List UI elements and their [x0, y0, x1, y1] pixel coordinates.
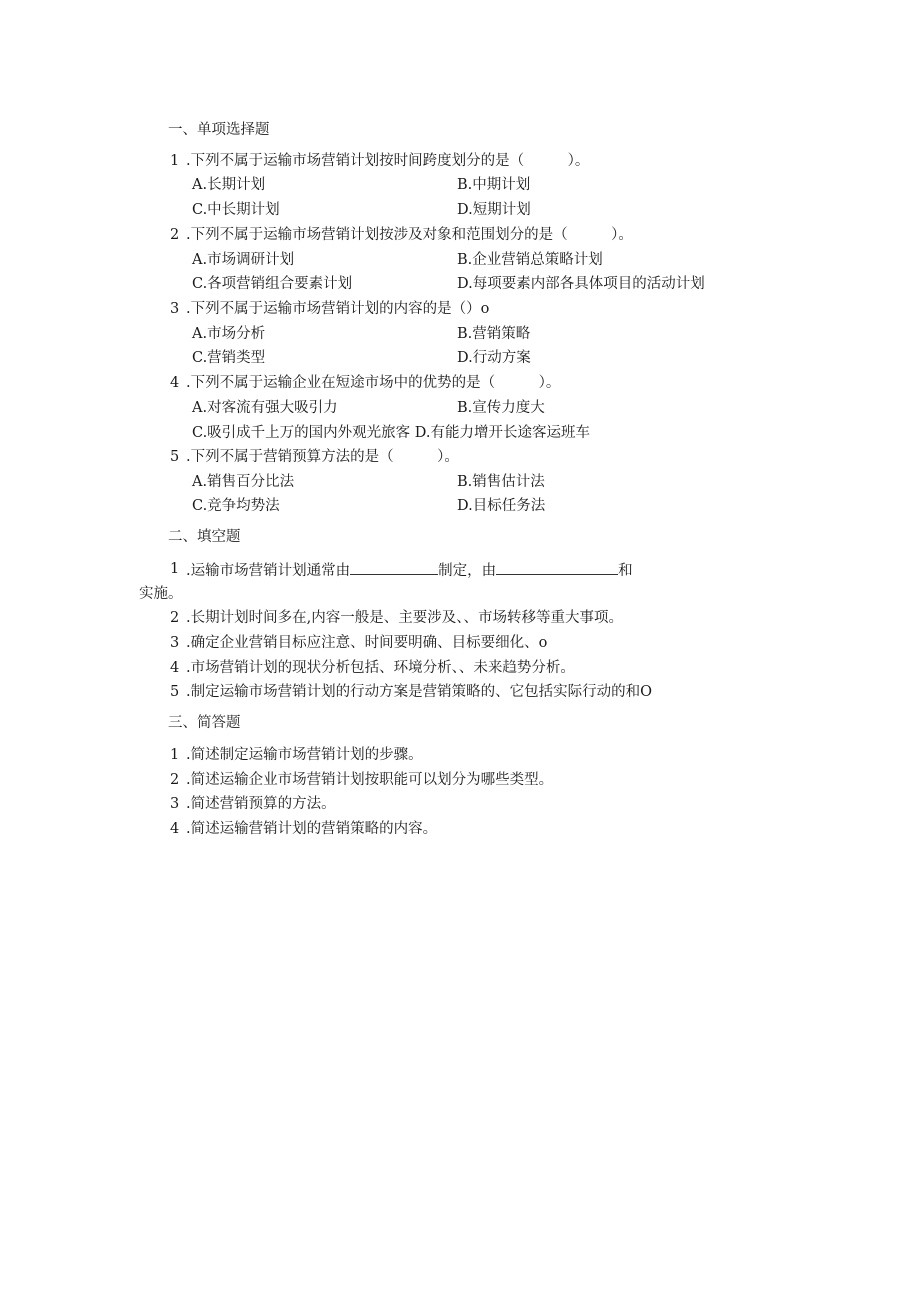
question-number: 2 — [170, 227, 180, 243]
question-text: .市场营销计划的现状分析包括、环境分析、、未来趋势分析。 — [186, 660, 575, 676]
question-text: .下列不属于运输市场营销计划按涉及对象和范围划分的是（ ）。 — [186, 227, 633, 243]
question-number: 3 — [170, 635, 180, 651]
option-d: D.目标任务法 — [457, 498, 546, 514]
question-text-continued: 实施。 — [139, 586, 183, 602]
question-number: 1 — [170, 747, 180, 763]
question-text: .简述运输营销计划的营销策略的内容。 — [186, 821, 438, 837]
option-c: C.营销类型 — [192, 350, 266, 366]
option-d: D.行动方案 — [457, 350, 531, 366]
option-b: B.宣传力度大 — [457, 400, 545, 416]
question-text: .简述制定运输市场营销计划的步骤。 — [186, 747, 423, 763]
question-number: 1 — [170, 153, 180, 169]
question-text: .下列不属于营销预算方法的是（ ）。 — [186, 449, 459, 465]
option-b: B.中期计划 — [457, 177, 531, 193]
question-text: .确定企业营销目标应注意、时间要明确、目标要细化、o — [186, 635, 548, 651]
option-c: C.中长期计划 — [192, 202, 280, 218]
question-text: .下列不属于运输企业在短途市场中的优势的是（ ）。 — [186, 375, 561, 391]
option-cd-line: C.吸引成千上万的国内外观光旅客 D.有能力增开长途客运班车 — [192, 425, 591, 441]
question-text: .简述运输企业市场营销计划按职能可以划分为哪些类型。 — [186, 772, 554, 788]
option-a: A.长期计划 — [192, 177, 266, 193]
question-number: 3 — [170, 796, 180, 812]
question-number: 4 — [170, 375, 180, 391]
option-b: B.营销策略 — [457, 326, 531, 342]
question-number: 5 — [170, 684, 180, 700]
option-d: D.每项要素内部各具体项目的活动计划 — [457, 276, 705, 292]
question-number: 2 — [170, 772, 180, 788]
question-number: 2 — [170, 610, 180, 626]
question-text: .长期计划时间多在,内容一般是、主要涉及、、市场转移等重大事项。 — [186, 610, 623, 626]
section-title-single-choice: 一、单项选择题 — [168, 122, 270, 138]
question-text: .下列不属于运输市场营销计划的内容的是（）o — [186, 301, 490, 317]
question-text-part: .运输市场营销计划通常由 — [186, 563, 351, 579]
section-title-short-answer: 三、简答题 — [168, 715, 241, 731]
answer-blank — [496, 559, 618, 575]
question-number: 4 — [170, 660, 180, 676]
option-b: B.销售估计法 — [457, 474, 545, 490]
option-d: D.短期计划 — [457, 202, 531, 218]
option-a: A.市场分析 — [192, 326, 266, 342]
section-title-fill-blank: 二、填空题 — [168, 529, 241, 545]
option-b: B.企业营销总策略计划 — [457, 252, 603, 268]
option-a: A.市场调研计划 — [192, 252, 295, 268]
option-c: C.各项营销组合要素计划 — [192, 276, 353, 292]
question-text: .下列不属于运输市场营销计划按时间跨度划分的是（ ）。 — [186, 153, 590, 169]
question-text: .简述营销预算的方法。 — [186, 796, 336, 812]
question-text — [186, 559, 633, 579]
option-a: A.销售百分比法 — [192, 474, 295, 490]
option-a: A.对客流有强大吸引力 — [192, 400, 338, 416]
question-number: 5 — [170, 449, 180, 465]
question-text-part: 制定，由 — [438, 563, 497, 579]
question-number: 4 — [170, 821, 180, 837]
question-number: 1 — [170, 561, 180, 577]
question-text-part: 和 — [618, 563, 633, 579]
question-number: 3 — [170, 301, 180, 317]
option-c: C.竞争均势法 — [192, 498, 280, 514]
question-text: .制定运输市场营销计划的行动方案是营销策略的、它包括实际行动的和O — [186, 684, 652, 700]
answer-blank — [350, 559, 438, 575]
